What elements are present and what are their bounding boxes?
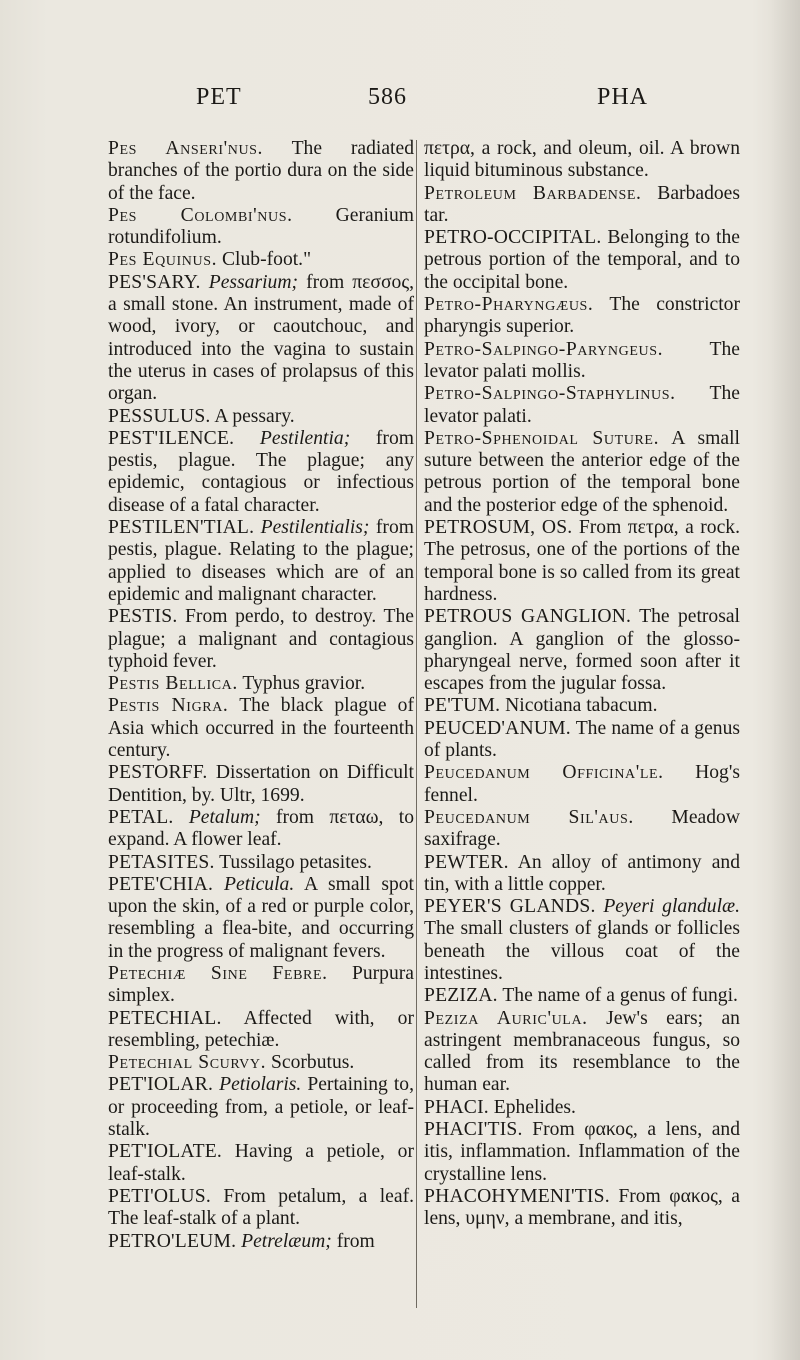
entry-headword: PETE'CHIA. [108, 873, 214, 895]
entry-headword: PESTORFF. [108, 762, 208, 784]
entry-definition: Dissertation on Difficult Dentition, by. Ultr, 1699. [108, 762, 414, 806]
entry-headword: PESTIS. [108, 606, 178, 628]
entry-headword: PEYER'S GLANDS. [424, 896, 596, 918]
entry-definition: The small clusters of glands or follicles beneath the villous coat of the intestines. [424, 918, 740, 984]
dictionary-entry [424, 339, 740, 384]
entry-definition: Belonging to the petrous portion of the temporal, and to the occipital bone. [424, 227, 740, 293]
entry-headword: PET'IOLAR. [108, 1074, 214, 1096]
entry-definition: Purpura simplex. [108, 962, 414, 1007]
entry-headword: PE'TUM. [424, 695, 501, 717]
entry-definition: from πεταω, to expand. A flower leaf. [108, 806, 414, 851]
right-column [424, 138, 740, 1231]
entry-headword: Peziza Auric'ula. [424, 1007, 588, 1029]
entry-headword: Peucedanum Officina'le. [424, 762, 664, 784]
entry-headword: Pes Anseri'nus. [108, 138, 264, 159]
entry-definition: from pestis, plague. The plague; any epidemic, contagious or infectious disease of a fatal character. [108, 427, 414, 516]
dictionary-entry [108, 1231, 414, 1253]
entry-headword: PET'IOLATE. [108, 1141, 223, 1163]
entry-definition: From φακος, a lens, and itis, inflammation. Inflammation of the crystalline lens. [424, 1119, 740, 1185]
entry-headword: PETROSUM, OS. [424, 517, 573, 539]
dictionary-entry [108, 695, 414, 762]
dictionary-entry [424, 517, 740, 606]
entry-definition: Ephelides. [488, 1096, 576, 1118]
entry-definition: A pessary. [210, 405, 295, 427]
page-number: 586 [368, 84, 407, 110]
entry-headword: PEUCED'ANUM. [424, 717, 571, 739]
dictionary-entry [424, 138, 740, 183]
entry-definition: An alloy of antimony and tin, with a little copper. [424, 851, 740, 895]
entry-definition: The name of a genus of fungi. [497, 985, 738, 1007]
dictionary-entry [108, 762, 414, 807]
dictionary-entry [424, 1008, 740, 1097]
entry-headword: Pestis Nigra. [108, 695, 229, 717]
dictionary-entry [108, 673, 414, 695]
entry-definition: Jew's ears; an astringent membranaceous fungus, so called from its resemblance to the human ear. [424, 1007, 740, 1096]
dictionary-entry [108, 517, 414, 606]
dictionary-entry [108, 606, 414, 673]
dictionary-entry [108, 1008, 414, 1053]
entry-headword: PETRO'LEUM. [108, 1230, 237, 1252]
dictionary-entry [108, 874, 414, 963]
entry-definition: A small suture between the anterior edge of the petrous portion of the temporal bone and the posterior edge of the sphenoid. [424, 427, 740, 516]
entry-headword: PETI'OLUS. [108, 1185, 211, 1207]
header-right-guideword: PHA [597, 84, 649, 110]
entry-headword: PEWTER. [424, 851, 509, 873]
entry-definition: The black plague of Asia which occurred in the fourteenth century. [108, 695, 415, 762]
entry-definition: from pestis, plague. Relating to the plague; applied to diseases which are of an epidemic and malignant character. [108, 517, 414, 605]
dictionary-entry [108, 1141, 414, 1186]
dictionary-entry [424, 1186, 740, 1231]
entry-headword: Petro-Pharyngæus. [424, 294, 594, 316]
dictionary-entry [108, 428, 414, 517]
entry-definition: From perdo, to destroy. The plague; a malignant and contagious typhoid fever. [108, 606, 414, 672]
dictionary-entry [424, 807, 740, 852]
entry-headword: Petro-Salpingo-Paryngeus. [424, 338, 664, 360]
entry-definition: Meadow saxifrage. [424, 806, 740, 851]
dictionary-entry [108, 1052, 414, 1074]
entry-definition: Geranium rotundifolium. [108, 204, 414, 249]
entry-definition: Typhus gravior. [237, 673, 366, 695]
entry-headword: PHACI. [424, 1096, 489, 1118]
dictionary-entry [424, 183, 740, 228]
entry-definition: Nicotiana tabacum. [500, 695, 658, 717]
dictionary-entry [108, 205, 414, 250]
dictionary-entry [108, 249, 414, 271]
entry-latin-form: Petiolaris. [219, 1074, 302, 1096]
dictionary-entry [424, 428, 740, 517]
dictionary-entry [424, 852, 740, 897]
entry-headword: PETASITES. [108, 851, 215, 873]
entry-definition: Having a petiole, or leaf-stalk. [108, 1141, 414, 1185]
entry-headword: PEZIZA. [424, 985, 498, 1007]
entry-latin-form: Pestilentia; [259, 427, 351, 449]
entry-definition: Hog's fennel. [424, 762, 740, 806]
dictionary-entry [424, 695, 740, 717]
entry-definition: The petrosal ganglion. A ganglion of the glosso-pharyngeal nerve, formed soon after it escapes from the jugular fossa. [424, 606, 740, 695]
dictionary-entry [424, 762, 740, 807]
entry-headword: PEST'ILENCE. [108, 427, 235, 449]
entry-headword: Pes Equinus. [108, 249, 218, 271]
entry-definition: The constrictor pharyngis superior. [424, 294, 740, 338]
entry-headword: PESTILEN'TIAL. [108, 517, 255, 539]
column-divider [416, 140, 417, 1308]
entry-latin-form: Petalum; [188, 806, 261, 828]
dictionary-entry [424, 718, 740, 763]
dictionary-entry [108, 272, 414, 406]
entry-headword: Petechial Scurvy. [108, 1052, 267, 1074]
entry-definition: Barbadoes tar. [424, 182, 740, 226]
dictionary-entry [424, 985, 740, 1007]
dictionary-entry [108, 1186, 414, 1231]
entry-headword: Peucedanum Sil'aus. [424, 806, 634, 828]
entry-definition: A small spot upon the skin, of a red or purple color, resembling a flea-bite, and occurring in the progress of malignant fevers. [108, 873, 414, 962]
dictionary-entry [424, 1097, 740, 1119]
entry-latin-form: Peyeri glandulæ. [603, 896, 741, 918]
entry-headword: PETRO-OCCIPITAL. [424, 227, 602, 249]
dictionary-entry [108, 963, 414, 1008]
entry-definition: from πεσσος, a small stone. An instrument, made of wood, ivory, or caoutchouc, and introduced into the vagina to sustain the uterus in cases of prolapsus of this organ. [108, 271, 414, 405]
dictionary-entry [424, 1119, 740, 1186]
dictionary-entry [424, 294, 740, 339]
entry-latin-form: Peticula. [224, 873, 295, 895]
dictionary-entry [108, 1074, 414, 1141]
entry-headword: PETECHIAL. [108, 1007, 222, 1029]
entry-definition: The levator palati mollis. [424, 338, 740, 382]
dictionary-entry [424, 896, 740, 985]
dictionary-entry [108, 852, 414, 874]
entry-definition: The radiated branches of the portio dura on the side of the face. [108, 138, 414, 204]
entry-latin-form: Pessarium; [208, 271, 299, 293]
entry-headword: Petro-Sphenoidal Suture. [424, 427, 660, 449]
dictionary-entry [108, 406, 414, 428]
entry-headword: PETROUS GANGLION. [424, 606, 632, 628]
entry-definition: Scorbutus. [266, 1052, 355, 1074]
entry-definition: πετρα, a rock, and oleum, oil. A brown liquid bituminous substance. [424, 138, 740, 182]
entry-definition: from [331, 1230, 375, 1252]
entry-headword: Petechiæ Sine Febre. [108, 962, 328, 984]
entry-latin-form: Petrelæum; [241, 1230, 332, 1252]
dictionary-entry [108, 807, 414, 852]
dictionary-entry [108, 138, 414, 205]
left-column [108, 138, 414, 1253]
entry-definition: Pertaining to, or proceeding from, a petiole, or leaf-stalk. [108, 1074, 414, 1141]
entry-definition: From petalum, a leaf. The leaf-stalk of a plant. [108, 1185, 414, 1230]
entry-definition: The name of a genus of plants. [424, 717, 740, 762]
entry-definition: Affected with, or resembling, petechiæ. [108, 1007, 414, 1051]
entry-headword: Pestis Bellica. [108, 673, 238, 695]
entry-headword: PETAL. [108, 806, 174, 828]
entry-headword: PES'SARY. [108, 271, 201, 293]
entry-headword: PESSULUS. [108, 405, 211, 427]
entry-definition: From πετρα, a rock. The petrosus, one of the portions of the temporal bone is so called from its great hardness. [424, 517, 740, 605]
entry-latin-form: Pestilentialis; [260, 517, 370, 539]
entry-definition: Club-foot." [217, 249, 312, 271]
entry-headword: PHACOHYMENI'TIS. [424, 1185, 610, 1207]
entry-headword: PHACI'TIS. [424, 1119, 523, 1141]
entry-headword: Pes Colombi'nus. [108, 204, 293, 226]
entry-definition: From φακος, a lens, υμην, a membrane, and itis, [424, 1185, 740, 1230]
dictionary-entry [424, 383, 740, 428]
header-left-guideword: PET [196, 84, 242, 110]
page-edge-shadow [770, 0, 800, 1360]
dictionary-entry [424, 227, 740, 294]
page-header [0, 84, 800, 124]
entry-definition: The levator palati. [424, 383, 740, 427]
dictionary-entry [424, 606, 740, 695]
entry-definition: Tussilago petasites. [214, 851, 372, 873]
entry-headword: Petroleum Barbadense. [424, 182, 642, 204]
entry-headword: Petro-Salpingo-Staphylinus. [424, 383, 676, 405]
